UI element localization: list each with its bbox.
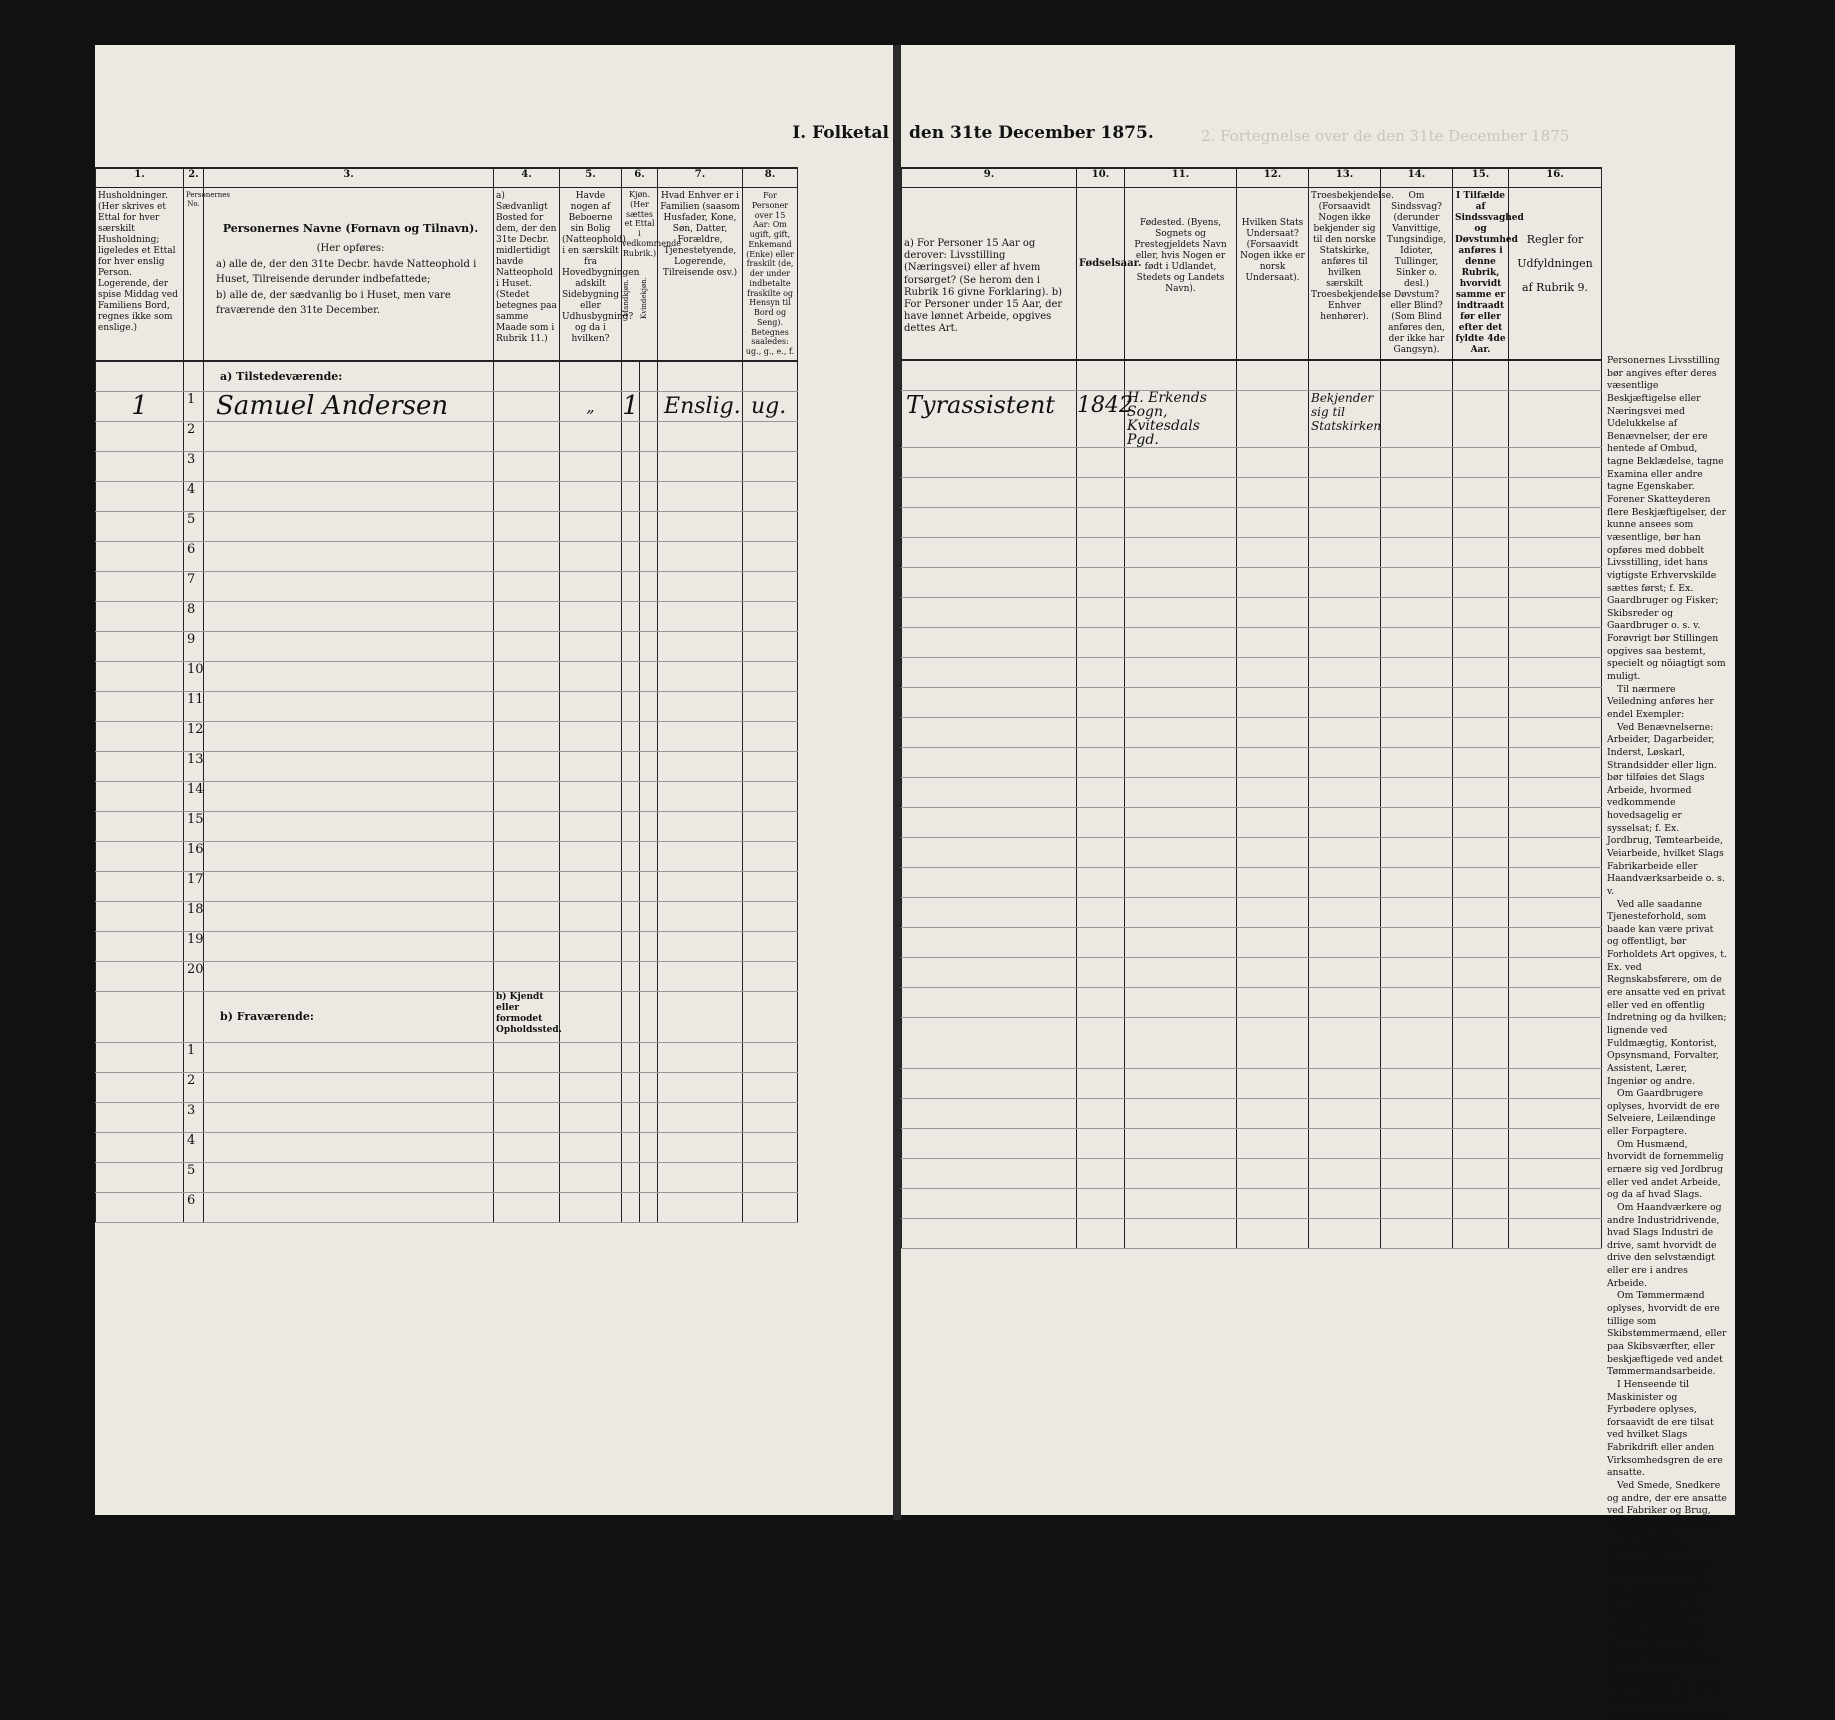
table-row: [902, 1158, 1602, 1188]
table-row: 2: [96, 421, 798, 451]
left-title: I. Folketal: [792, 123, 889, 143]
table-row: [902, 927, 1602, 957]
table-row: [902, 717, 1602, 747]
table-row: 18: [96, 901, 798, 931]
rules-paragraph: Ved Smede, Snedkere og andre, der ere ansatte ved Fabriker og Brug, bør disses Navn opgives.: [1607, 1480, 1727, 1529]
rules-paragraph: For Studenter, Landbrugselever, Skoledisciple og andre, der ikke forsørge sig selv, bør Forsørgerens Livsstilling opgives, forsaavidt de ikke bo sammen med denne.: [1607, 1530, 1718, 1631]
rules-paragraph: Om Haandværkere og andre Industridrivende, hvad Slags Industri de drive, samt hvorvidt de drive den selvstændigt eller ere i andres Arbeide.: [1607, 1201, 1722, 1289]
section-absent-label: b) Fraværende:: [220, 1009, 314, 1023]
header-rules: Regler for Udfyldningen af Rubrik 9.: [1509, 188, 1602, 360]
right-section-row: [902, 360, 1602, 391]
header-onset: I Tilfælde af Sindssvaghed og Døvstumhed anføres i denne Rubrik, hvorvidt samme er indtraadt før eller efter det fyldte 4de Aar.: [1453, 188, 1509, 360]
table-row: 6: [96, 1192, 798, 1222]
header-names: Personernes Navne (Fornavn og Tilnavn). (Her opføres: a) alle de, der den 31te Decbr. havde Natteophold i Huset, Tilreisende derunder indbefattede; b) alle de, der sædvanlig bo i Huset, men vare fraværende den 31te December.: [204, 188, 494, 361]
table-row: 11: [96, 691, 798, 721]
occupation: Tyrassistent: [906, 390, 1055, 419]
header-birth-year: Fødselsaar.: [1077, 188, 1125, 360]
table-row: 8: [96, 601, 798, 631]
table-row: 7: [96, 571, 798, 601]
table-row: 5: [96, 1162, 798, 1192]
rules-paragraph: Om Husmænd, hvorvidt de fornemmelig ernære sig ved Jordbrug eller ved andet Arbeide, og da af hvad Slags.: [1607, 1138, 1724, 1201]
right-page: [901, 45, 1735, 1719]
right-table: [901, 167, 1602, 1249]
table-row: [902, 1188, 1602, 1218]
table-row: [902, 657, 1602, 687]
rules-text: [1607, 355, 1727, 1720]
table-row: [902, 867, 1602, 897]
left-table: [95, 167, 798, 1223]
header-family-role: Hvad Enhver er i Familien (saasom Husfader, Kone, Søn, Datter, Forældre, Tjenestetyende, Logerende, Tilreisende osv.): [658, 188, 743, 361]
header-person-no: Personernes No.: [184, 188, 204, 361]
table-row: 20: [96, 961, 798, 991]
table-row: [902, 687, 1602, 717]
person-row-1: 1 1 Samuel Andersen „ 1 Enslig. ug.: [96, 391, 798, 421]
rules-paragraph: Ved alle saadanne Tjenesteforhold, som baade kan være privat og offentligt, bør Forholdets Art opgives, t. Ex. ved Regnskabsførere, om de ere ansatte ved en privat eller ved en offentlig Indretning og da hvilken; lignende ved Fuldmægtig, Kontorist, Opsynsmand, Forvalter, Assistent, Lærer, Ingeniør og andre.: [1607, 898, 1727, 1087]
table-row: [902, 1128, 1602, 1158]
table-row: [902, 567, 1602, 597]
table-row: 14: [96, 781, 798, 811]
table-row: 19: [96, 931, 798, 961]
bleed-through-text: 2. Fortegnelse over de den 31te December 1875: [1201, 127, 1570, 145]
table-row: 4: [96, 1132, 798, 1162]
header-occupation: a) For Personer 15 Aar og derover: Livsstilling (Næringsvei) eller af hvem forsørget? (Se herom den i Rubrik 16 givne Forklaring). b) For Personer under 15 Aar, der have lønnet Arbeide, opgives dettes Art.: [902, 188, 1077, 360]
section-present-row: [96, 361, 798, 392]
table-row: [902, 807, 1602, 837]
header-male: Mandkjøn.: [622, 279, 630, 318]
right-header-row: [902, 188, 1602, 360]
header-female: Kvindekjøn.: [639, 277, 648, 320]
family-role: Enslig.: [664, 393, 741, 419]
table-row: [902, 747, 1602, 777]
table-row: 4: [96, 481, 798, 511]
right-title: den 31te December 1875.: [909, 123, 1154, 143]
table-row: [902, 1068, 1602, 1098]
header-disability: Om Sindssvag? (derunder Vanvittige, Tungsindige, Idioter, Tullinger, Sinker o. desl.) Døvstum? eller Blind? (Som Blind anføres den, der ikke har Gangsyn).: [1381, 188, 1453, 360]
table-row: 17: [96, 871, 798, 901]
left-page: [95, 45, 895, 1515]
table-row: [902, 1218, 1602, 1248]
header-usual-residence: a) Sædvanligt Bosted for dem, der den 31te Decbr. midlertidigt havde Natteophold i Huset. (Stedet betegnes paa samme Maade som i Rubrik 11.): [494, 188, 560, 361]
table-row: [902, 447, 1602, 477]
table-row: 5: [96, 511, 798, 541]
header-citizenship: Hvilken Stats Undersaat? (Forsaavidt Nogen ikke er norsk Undersaat).: [1237, 188, 1309, 360]
side-building-ditto: „: [586, 396, 595, 416]
table-row: 3: [96, 1102, 798, 1132]
right-column-numbers: 9. 10. 11. 12. 13. 14. 15. 16.: [902, 168, 1602, 188]
person-name: Samuel Andersen: [216, 390, 449, 421]
left-column-numbers: 1. 2. 3. 4. 5. 6. 7. 8.: [96, 168, 798, 188]
table-row: 2: [96, 1072, 798, 1102]
section-absent-row: [96, 991, 798, 1042]
left-header-row: [96, 188, 798, 361]
table-row: [902, 507, 1602, 537]
header-faith: Troesbekjendelse. (Forsaavidt Nogen ikke bekjender sig til den norske Statskirke, anføres til hvilken særskilt Troesbekjendelse Enhver henhører).: [1309, 188, 1381, 360]
table-row: 16: [96, 841, 798, 871]
marital-status: ug.: [751, 393, 787, 419]
table-row: 1: [96, 1042, 798, 1072]
table-row: [902, 477, 1602, 507]
rules-paragraph: Til nærmere Veiledning anføres her endel Exempler:: [1607, 683, 1714, 720]
table-row: [902, 1098, 1602, 1128]
header-sex: Kjøn. (Her sættes et Ettal i vedkommende Rubrik.) Mandkjøn. Kvindekjøn.: [622, 188, 658, 361]
table-row: [902, 597, 1602, 627]
rules-paragraph: Om Tømmermænd oplyses, hvorvidt de ere tillige som Skibstømmermænd, eller paa Skibsværfter, eller beskjæftigede ved andet Tømmermandsarbeide.: [1607, 1290, 1727, 1378]
header-marital-status: For Personer over 15 Aar: Om ugift, gift, Enkemand (Enke) eller fraskilt (de, der under indbetalte fraskilte og Hensyn til Bord og Seng). Betegnes saaledes: ug., g., e., f.: [743, 188, 798, 361]
table-row: 10: [96, 661, 798, 691]
table-row: 13: [96, 751, 798, 781]
rules-paragraph: Personernes Livsstilling bør angives efter deres væsentlige Beskjæftigelse eller Næringsvei med Udelukkelse af Benævnelser, der ere hentede af Ombud, tagne Beklædelse, tagne Examina eller andre tagne Egenskaber. Forener Skatteyderen flere Beskjæftigelser, der kunne ansees som væsentlige, bør han opføres med dobbelt Livsstilling, idet hans vigtigste Erhvervskilde sættes først; f. Ex. Gaardbruger og Fisker; Skibsreder og Gaardbruger o. s. v. Forøvrigt bør Stillingen opgives saa bestemt, specielt og nöiagtigt som muligt.: [1607, 355, 1727, 683]
male-mark: 1: [622, 390, 639, 421]
table-row: 15: [96, 811, 798, 841]
table-row: [902, 957, 1602, 987]
table-row: [902, 537, 1602, 567]
table-row: 3: [96, 451, 798, 481]
faith: Bekjender sig til Statskirken: [1311, 390, 1382, 433]
census-spread: [95, 45, 1735, 1719]
header-side-building: Havde nogen af Beboerne sin Bolig (Natteophold) i en særskilt fra Hovedbygningen adskilt Sidebygning eller Udhusbygning? og da i hvilken?: [560, 188, 622, 361]
rules-paragraph: I Henseende til Maskinister og Fyrbødere oplyses, forsaavidt de ere tilsat ved hvilket Slags Fabrikdrift eller anden Virksomhedsgren de ere ansatte.: [1607, 1378, 1723, 1479]
absent-location-header: b) Kjendt eller formodet Opholdssted.: [496, 991, 562, 1035]
table-row: [902, 837, 1602, 867]
table-row: 12: [96, 721, 798, 751]
household-mark: 1: [131, 390, 148, 421]
birthplace: H. Erkends Sogn, Kvitesdals Pgd.: [1127, 389, 1207, 448]
rules-paragraph: Ved Benævnelserne: Arbeider, Dagarbeider, Inderst, Løskarl, Strandsidder eller lign. bør tilføies det Slags Arbeide, hvormed vedkommende hovedsagelig er sysselsat; f. Ex. Jordbrug, Tømtearbeide, Veiarbeide, hvilket Slags Fabrikarbeide eller Haandværksarbeide o. s. v.: [1607, 721, 1725, 897]
rules-paragraph: Om Gaardbrugere oplyses, hvorvidt de ere Selveiere, Leilændinge eller Forpagtere.: [1607, 1088, 1720, 1138]
table-row: [902, 1017, 1602, 1068]
table-row: [902, 897, 1602, 927]
section-present-label: a) Tilstedeværende:: [220, 369, 343, 383]
header-birthplace: Fødested. (Byens, Sognets og Prestegjeldets Navn eller, hvis Nogen er født i Udlandet, Stedets og Landets Navn).: [1125, 188, 1237, 360]
table-row: 6: [96, 541, 798, 571]
table-row: 9: [96, 631, 798, 661]
table-row: [902, 987, 1602, 1017]
birth-year: 1842: [1077, 392, 1133, 418]
rules-paragraph: For dem, der have Fattigunderstøttelse, oplyses, hvorvidt de ere helt eller delvis understøttede og i sidste Tilfælde, hvad de forøvrigt ernære sig ved.: [1607, 1631, 1726, 1719]
person-row-1-right: [902, 390, 1602, 447]
table-row: [902, 627, 1602, 657]
book-gutter: [893, 45, 901, 1520]
header-households: Husholdninger. (Her skrives et Ettal for hver særskilt Husholdning; ligeledes et Ettal for hver enslig Person. Logerende, der spise Middag ved Familiens Bord, regnes ikke som enslige.): [96, 188, 184, 361]
table-row: [902, 777, 1602, 807]
